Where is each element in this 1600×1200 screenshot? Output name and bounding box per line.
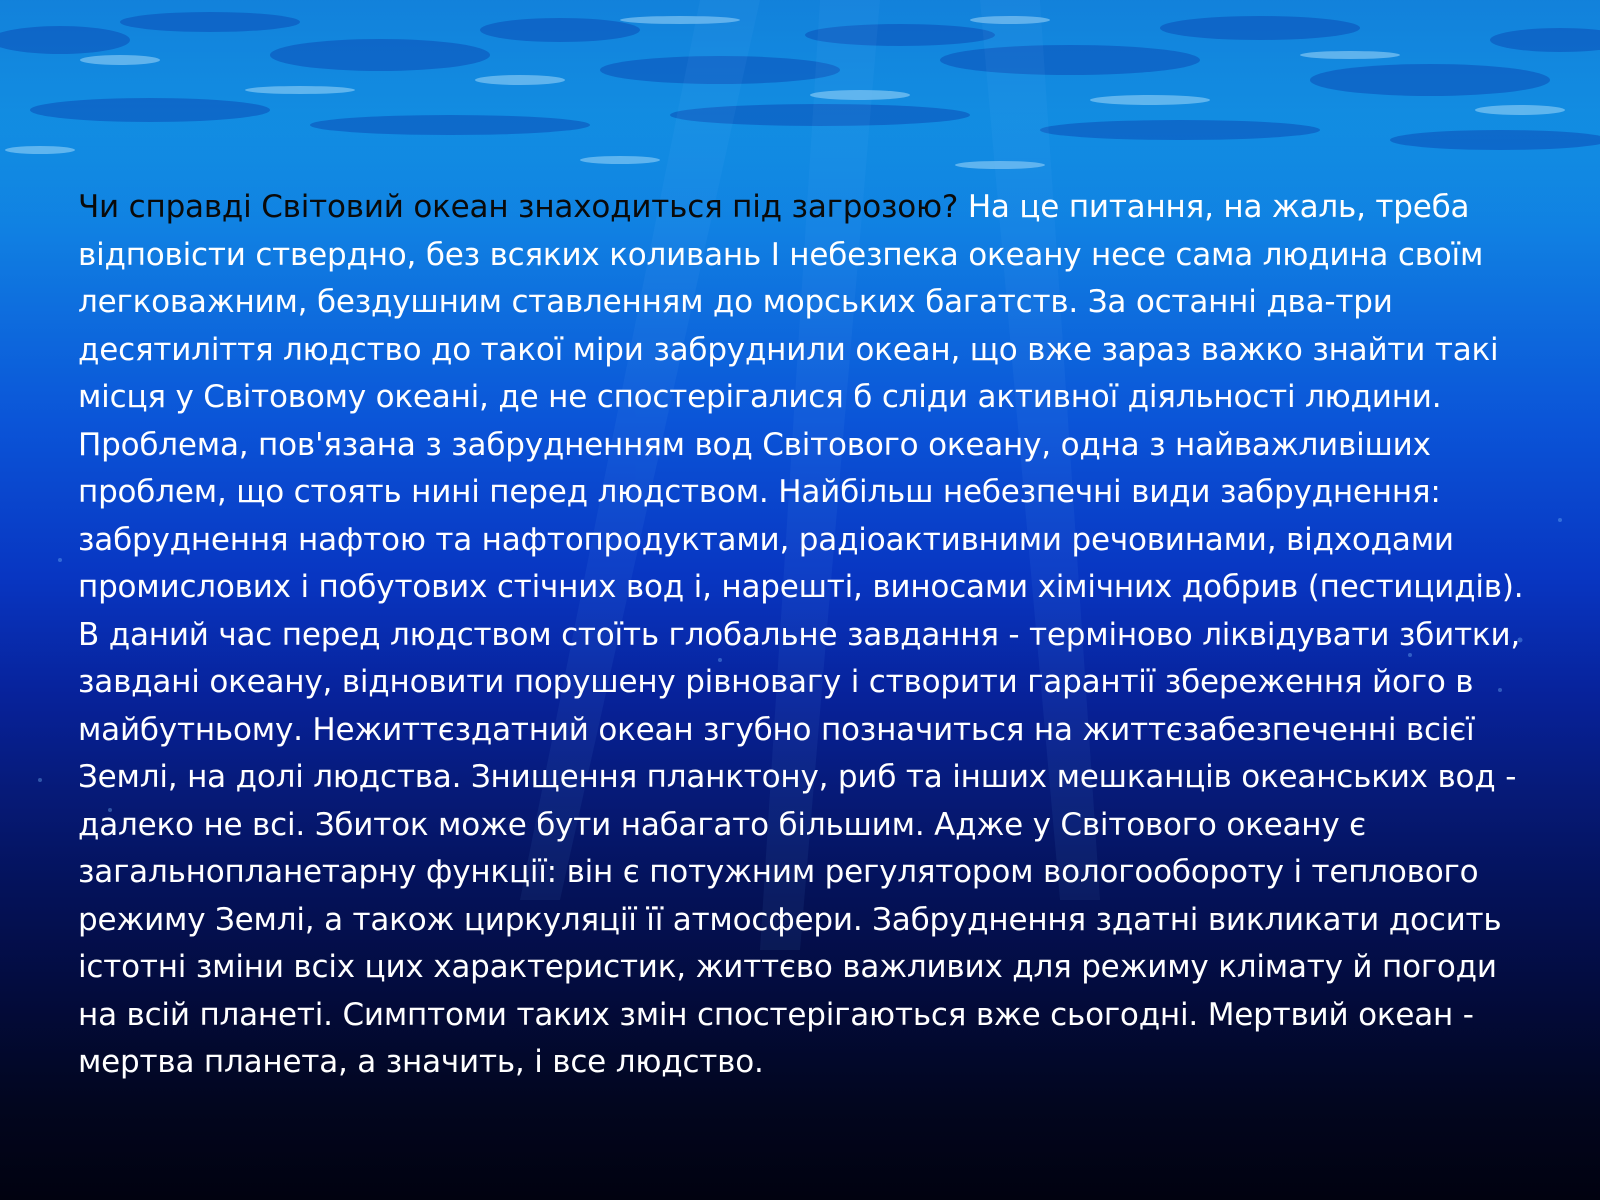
paragraph-1-body: На це питання, на жаль, треба відповісти ствердно, без всяких коливань І небезпека океану несе сама людина своїм легковажним, бездушним ставленням до морських багатств. За останні два-три десятиліття людство до такої міри забруднили океан, що вже зараз важко знайти такі місця у Світовому океані, де не спостерігалися б сліди активної діяльності людини. Проблема, пов'язана з забрудненням вод Світового океану, одна з найважливіших проблем, що стоять нині перед людством. Найбільш небезпечні види забруднення: забруднення нафтою та нафтопродуктами, радіоактивними речовинами, відходами промислових і побутових стічних вод і, нарешті, виносами хімічних добрив (пестицидів).	[78, 189, 1524, 605]
paragraph-1	[78, 184, 1538, 612]
main-text-block	[78, 184, 1538, 1087]
lead-question: Чи справді Світовий океан знаходиться під загрозою?	[78, 189, 959, 225]
paragraph-2: В даний час перед людством стоїть глобальне завдання - терміново ліквідувати збитки, завдані океану, відновити порушену рівновагу і створити гарантії збереження його в майбутньому. Нежиттєздатний океан згубно позначиться на життєзабезпеченні всієї Землі, на долі людства. Знищення планктону, риб та інших мешканців океанських вод - далеко не всі. Збиток може бути набагато більшим. Адже у Світового океану є загальнопланетарну функції: він є потужним регулятором вологообороту і теплового режиму Землі, а також циркуляції її атмосфери. Забруднення здатні викликати досить істотні зміни всіх цих характеристик, життєво важливих для режиму клімату й погоди на всій планеті. Симптоми таких змін спостерігаються вже сьогодні. Мертвий океан - мертва планета, а значить, і все людство.	[78, 616, 1521, 1080]
